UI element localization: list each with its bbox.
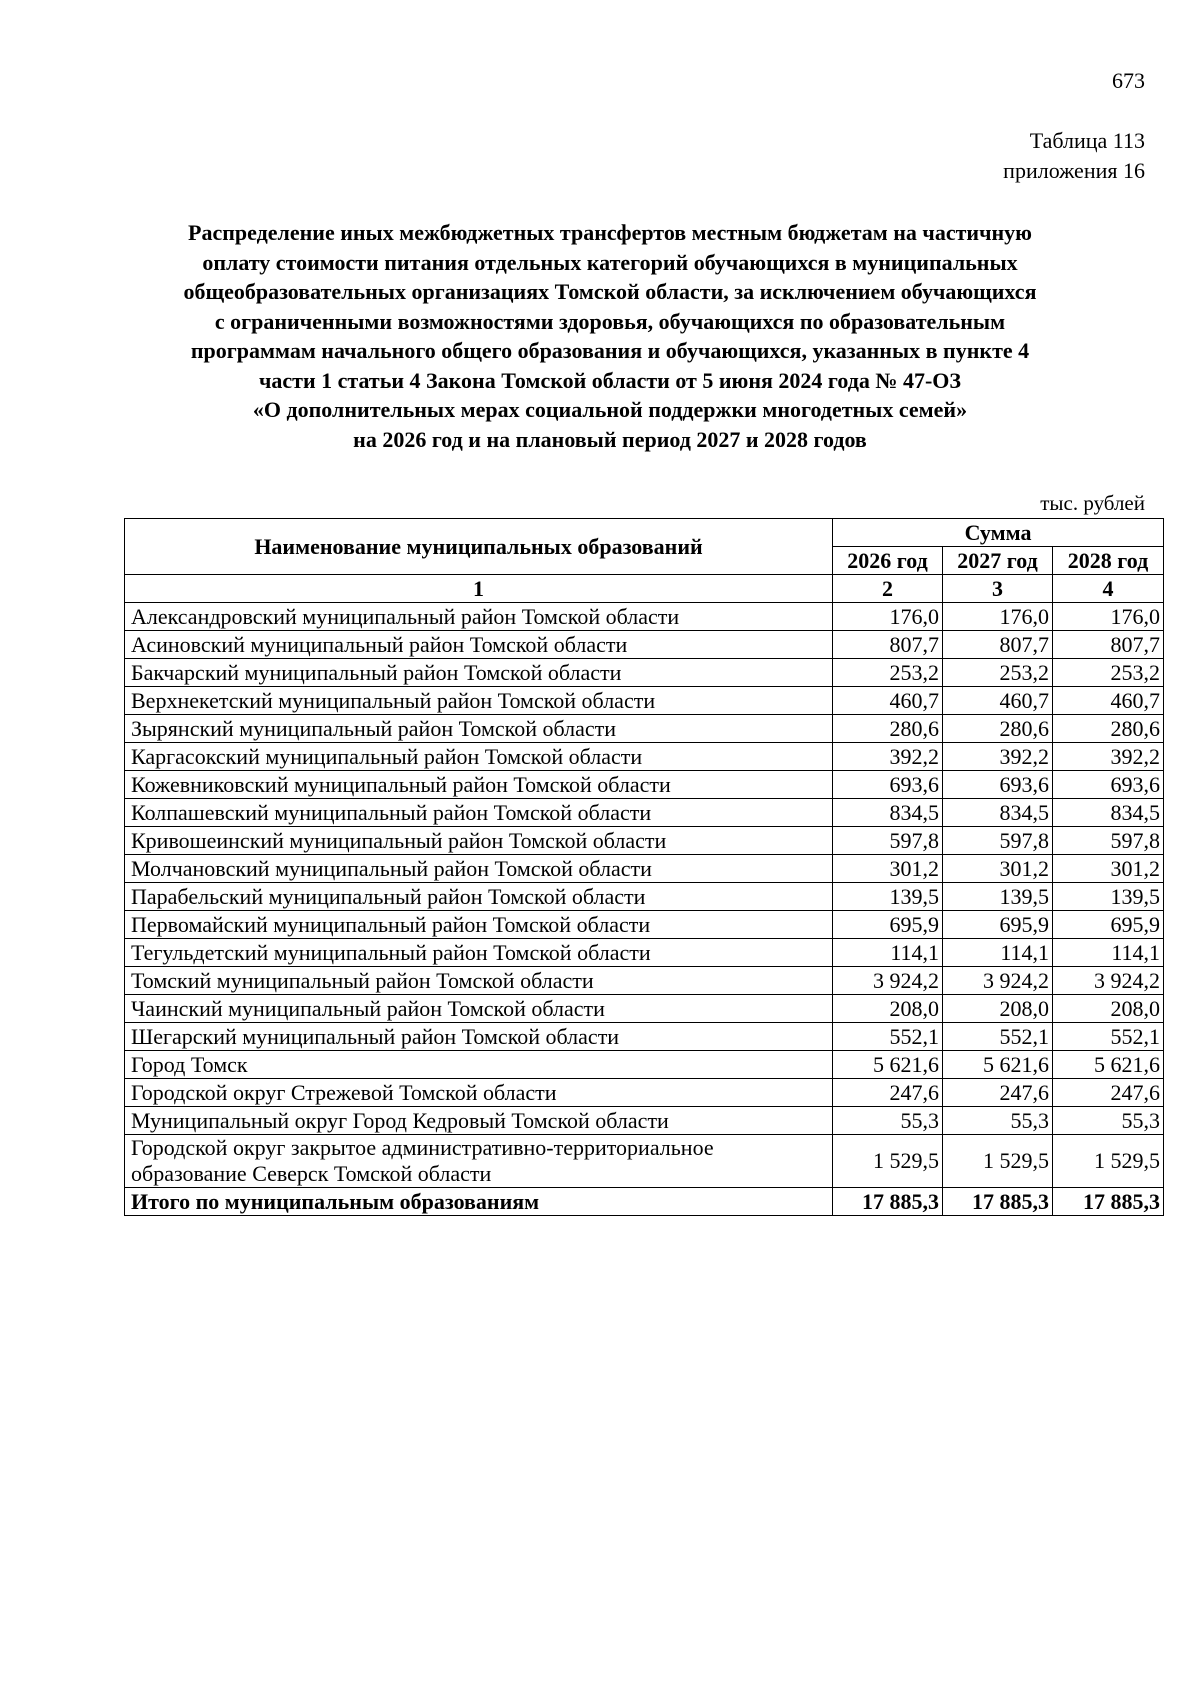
table-row bbox=[125, 771, 1164, 799]
municipality-name: Асиновский муниципальный район Томской области bbox=[125, 631, 833, 659]
value-2027: 176,0 bbox=[943, 603, 1053, 631]
value-2028: 460,7 bbox=[1053, 687, 1164, 715]
units-label: тыс. рублей bbox=[1040, 491, 1145, 515]
municipality-name: Парабельский муниципальный район Томской области bbox=[125, 883, 833, 911]
value-2028: 834,5 bbox=[1053, 799, 1164, 827]
municipality-name: Первомайский муниципальный район Томской области bbox=[125, 911, 833, 939]
header-name: Наименование муниципальных образований bbox=[125, 519, 833, 575]
table-row bbox=[125, 1051, 1164, 1079]
table-row bbox=[125, 687, 1164, 715]
municipality-name: Тегульдетский муниципальный район Томской области bbox=[125, 939, 833, 967]
header-year-2026: 2026 год bbox=[833, 547, 943, 575]
table-ref-line1: Таблица 113 bbox=[1029, 128, 1145, 153]
header-row bbox=[125, 519, 1164, 547]
column-index-row bbox=[125, 575, 1164, 603]
value-2026: 301,2 bbox=[833, 855, 943, 883]
municipality-name: Александровский муниципальный район Томской области bbox=[125, 603, 833, 631]
value-2026: 253,2 bbox=[833, 659, 943, 687]
value-2028: 5 621,6 bbox=[1053, 1051, 1164, 1079]
value-2027: 280,6 bbox=[943, 715, 1053, 743]
title-line: с ограниченными возможностями здоровья, обучающихся по образовательным bbox=[214, 308, 1006, 334]
table-reference bbox=[1003, 126, 1145, 186]
value-2027: 597,8 bbox=[943, 827, 1053, 855]
value-2028: 552,1 bbox=[1053, 1023, 1164, 1051]
value-2028: 807,7 bbox=[1053, 631, 1164, 659]
value-2026: 208,0 bbox=[833, 995, 943, 1023]
table-row bbox=[125, 967, 1164, 995]
column-index: 2 bbox=[833, 575, 943, 603]
page-number: 673 bbox=[1112, 68, 1145, 93]
title-line: общеобразовательных организациях Томской области, за исключением обучающихся bbox=[183, 279, 1037, 304]
value-2026: 176,0 bbox=[833, 603, 943, 631]
municipality-name: Молчановский муниципальный район Томской области bbox=[125, 855, 833, 883]
value-2027: 55,3 bbox=[943, 1107, 1053, 1135]
value-2028: 280,6 bbox=[1053, 715, 1164, 743]
column-index: 4 bbox=[1053, 575, 1164, 603]
value-2026: 3 924,2 bbox=[833, 967, 943, 995]
value-2026: 552,1 bbox=[833, 1023, 943, 1051]
title-line: «О дополнительных мерах социальной поддержки многодетных семей» bbox=[252, 397, 968, 422]
table-row bbox=[125, 911, 1164, 939]
value-2026: 5 621,6 bbox=[833, 1051, 943, 1079]
value-2028: 1 529,5 bbox=[1053, 1135, 1164, 1188]
value-2027: 834,5 bbox=[943, 799, 1053, 827]
municipality-name: Кожевниковский муниципальный район Томской области bbox=[125, 771, 833, 799]
value-2027: 3 924,2 bbox=[943, 967, 1053, 995]
column-index: 3 bbox=[943, 575, 1053, 603]
table-row bbox=[125, 995, 1164, 1023]
value-2026: 1 529,5 bbox=[833, 1135, 943, 1188]
value-2027: 1 529,5 bbox=[943, 1135, 1053, 1188]
table-row bbox=[125, 939, 1164, 967]
value-2027: 693,6 bbox=[943, 771, 1053, 799]
value-2027: 5 621,6 bbox=[943, 1051, 1053, 1079]
municipality-name: Томский муниципальный район Томской области bbox=[125, 967, 833, 995]
table-row bbox=[125, 1079, 1164, 1107]
title-line: части 1 статьи 4 Закона Томской области от 5 июня 2024 года № 47-ОЗ bbox=[258, 367, 961, 393]
value-2028: 693,6 bbox=[1053, 771, 1164, 799]
table-row bbox=[125, 1023, 1164, 1051]
value-2026: 280,6 bbox=[833, 715, 943, 743]
value-2027: 392,2 bbox=[943, 743, 1053, 771]
total-2027: 17 885,3 bbox=[943, 1188, 1053, 1216]
table-row bbox=[125, 1107, 1164, 1135]
value-2028: 253,2 bbox=[1053, 659, 1164, 687]
table-row bbox=[125, 743, 1164, 771]
table-row bbox=[125, 883, 1164, 911]
value-2026: 139,5 bbox=[833, 883, 943, 911]
value-2028: 695,9 bbox=[1053, 911, 1164, 939]
column-index: 1 bbox=[125, 575, 833, 603]
value-2026: 597,8 bbox=[833, 827, 943, 855]
municipality-name: Шегарский муниципальный район Томской области bbox=[125, 1023, 833, 1051]
table-row bbox=[125, 1135, 1164, 1188]
value-2027: 301,2 bbox=[943, 855, 1053, 883]
municipality-name: Городской округ Стрежевой Томской области bbox=[125, 1079, 833, 1107]
municipality-name: Каргасокский муниципальный район Томской области bbox=[125, 743, 833, 771]
table-row bbox=[125, 603, 1164, 631]
table-row bbox=[125, 799, 1164, 827]
value-2028: 114,1 bbox=[1053, 939, 1164, 967]
municipality-name: Чаинский муниципальный район Томской области bbox=[125, 995, 833, 1023]
table-row bbox=[125, 631, 1164, 659]
header-year-2028: 2028 год bbox=[1053, 547, 1164, 575]
value-2026: 807,7 bbox=[833, 631, 943, 659]
total-row bbox=[125, 1188, 1164, 1216]
total-label: Итого по муниципальным образованиям bbox=[125, 1188, 833, 1216]
value-2028: 597,8 bbox=[1053, 827, 1164, 855]
municipality-name: Бакчарский муниципальный район Томской области bbox=[125, 659, 833, 687]
municipality-name: Городской округ закрытое административно-территориальное образование Северск Томской области bbox=[125, 1135, 833, 1188]
value-2027: 695,9 bbox=[943, 911, 1053, 939]
municipality-name: Город Томск bbox=[125, 1051, 833, 1079]
value-2026: 392,2 bbox=[833, 743, 943, 771]
value-2028: 176,0 bbox=[1053, 603, 1164, 631]
table-ref-line2: приложения 16 bbox=[1003, 158, 1145, 183]
value-2027: 552,1 bbox=[943, 1023, 1053, 1051]
municipality-name: Муниципальный округ Город Кедровый Томской области bbox=[125, 1107, 833, 1135]
table-row bbox=[125, 855, 1164, 883]
value-2027: 807,7 bbox=[943, 631, 1053, 659]
value-2026: 55,3 bbox=[833, 1107, 943, 1135]
table-row bbox=[125, 715, 1164, 743]
value-2028: 139,5 bbox=[1053, 883, 1164, 911]
value-2027: 253,2 bbox=[943, 659, 1053, 687]
title-line: программам начального общего образования и обучающихся, указанных в пункте 4 bbox=[190, 338, 1030, 363]
municipality-name: Зырянский муниципальный район Томской области bbox=[125, 715, 833, 743]
table-row bbox=[125, 827, 1164, 855]
value-2027: 247,6 bbox=[943, 1079, 1053, 1107]
value-2028: 247,6 bbox=[1053, 1079, 1164, 1107]
document-title bbox=[110, 218, 1110, 454]
value-2028: 301,2 bbox=[1053, 855, 1164, 883]
table-row bbox=[125, 659, 1164, 687]
value-2026: 460,7 bbox=[833, 687, 943, 715]
value-2028: 392,2 bbox=[1053, 743, 1164, 771]
value-2027: 460,7 bbox=[943, 687, 1053, 715]
value-2026: 695,9 bbox=[833, 911, 943, 939]
value-2028: 208,0 bbox=[1053, 995, 1164, 1023]
value-2028: 3 924,2 bbox=[1053, 967, 1164, 995]
municipality-name: Верхнекетский муниципальный район Томской области bbox=[125, 687, 833, 715]
value-2027: 114,1 bbox=[943, 939, 1053, 967]
value-2026: 834,5 bbox=[833, 799, 943, 827]
total-2026: 17 885,3 bbox=[833, 1188, 943, 1216]
header-year-2027: 2027 год bbox=[943, 547, 1053, 575]
total-2028: 17 885,3 bbox=[1053, 1188, 1164, 1216]
distribution-table bbox=[124, 518, 1164, 1216]
title-line: оплату стоимости питания отдельных категорий обучающихся в муниципальных bbox=[202, 249, 1018, 275]
value-2027: 139,5 bbox=[943, 883, 1053, 911]
value-2026: 247,6 bbox=[833, 1079, 943, 1107]
municipality-name: Кривошеинский муниципальный район Томской области bbox=[125, 827, 833, 855]
value-2026: 693,6 bbox=[833, 771, 943, 799]
title-line: Распределение иных межбюджетных трансфертов местным бюджетам на частичную bbox=[188, 220, 1032, 245]
header-sum: Сумма bbox=[833, 519, 1164, 547]
municipality-name: Колпашевский муниципальный район Томской области bbox=[125, 799, 833, 827]
title-line: на 2026 год и на плановый период 2027 и 2028 годов bbox=[353, 426, 867, 452]
value-2028: 55,3 bbox=[1053, 1107, 1164, 1135]
value-2026: 114,1 bbox=[833, 939, 943, 967]
value-2027: 208,0 bbox=[943, 995, 1053, 1023]
